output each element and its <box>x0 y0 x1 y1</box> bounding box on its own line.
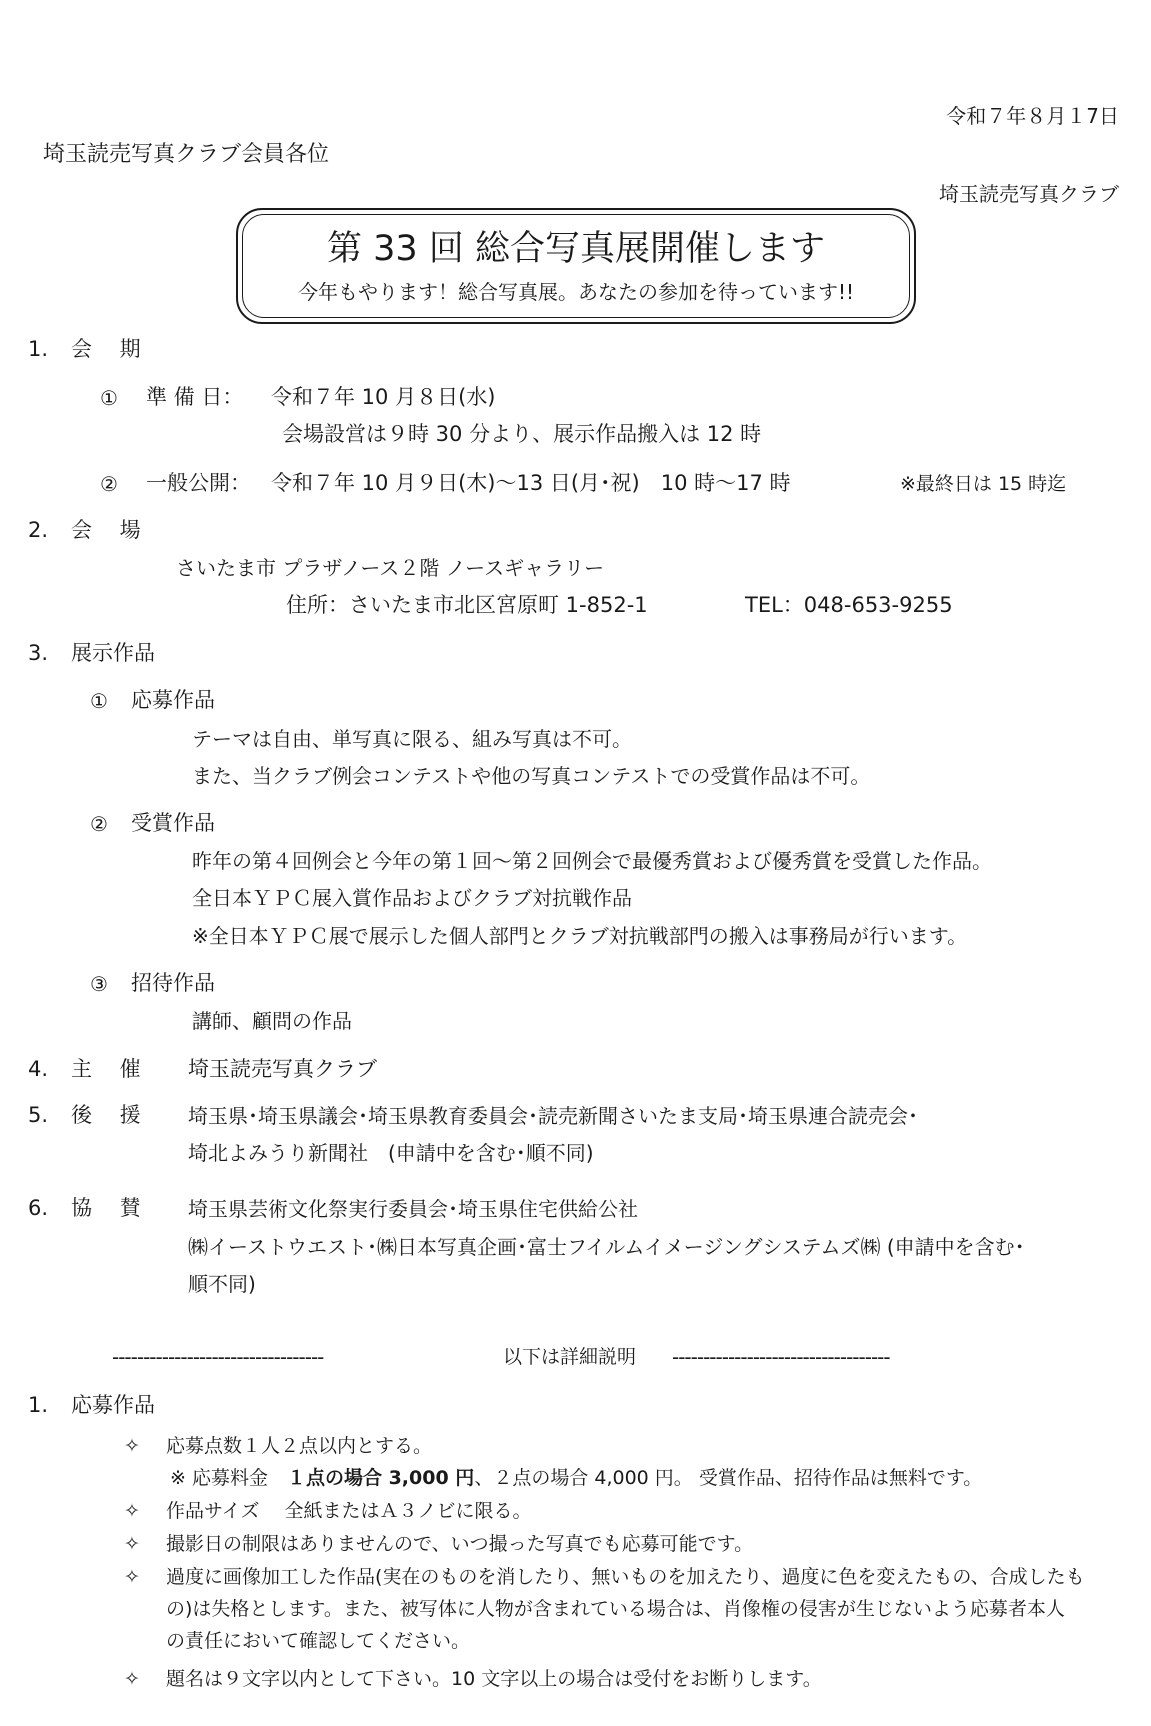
section-2-number: 2. <box>28 518 49 542</box>
sender-line: 埼玉読売写真クラブ <box>939 182 1119 206</box>
invited-works-label: 招待作品 <box>131 971 215 995</box>
document-date: 令和７年８月１7日 <box>946 104 1119 128</box>
recipient-line: 埼玉読売写真クラブ会員各位 <box>43 142 330 167</box>
details-number: 1. <box>28 1393 49 1417</box>
venue-name: さいたま市 プラザノース２階 ノースギャラリー <box>176 556 605 580</box>
details-label: 応募作品 <box>71 1393 155 1417</box>
section-5-number: 5. <box>28 1103 49 1127</box>
section-3-number: 3. <box>28 641 49 665</box>
detail-entry-limit: 応募点数１人２点以内とする。 <box>166 1435 433 1457</box>
entry-fee-rest: 、２点の場合 4,000 円。 受賞作品、招待作品は無料です。 <box>474 1467 983 1489</box>
award-works-line-3: ※全日本ＹＰＣ展で展示した個人部門とクラブ対抗戦部門の搬入は事務局が行います。 <box>192 924 968 948</box>
prep-day-detail: 会場設営は９時 30 分より、展示作品搬入は 12 時 <box>282 422 762 446</box>
bullet-icon: ✧ <box>124 1533 140 1555</box>
public-label: 一般公開： <box>146 471 251 495</box>
support-line-1: 埼玉県･埼玉県議会･埼玉県教育委員会･読売新聞さいたま支局･埼玉県連合読売会･ <box>188 1104 918 1128</box>
award-works-line-1: 昨年の第４回例会と今年の第１回～第２回例会で最優秀賞および優秀賞を受賞した作品。 <box>192 849 992 873</box>
prep-day-date: 令和７年 10 月８日(水) <box>271 385 496 409</box>
section-1-label: 会 期 <box>71 337 141 361</box>
divider-text: 以下は詳細説明 <box>503 1346 637 1368</box>
bullet-icon: ✧ <box>124 1500 140 1522</box>
divider-dashes-left: ---------------------------------- <box>112 1345 324 1369</box>
entry-works-line-2: また、当クラブ例会コンテストや他の写真コンテストでの受賞作品は不可。 <box>192 764 871 788</box>
award-works-label: 受賞作品 <box>131 811 215 835</box>
bullet-icon: ✧ <box>124 1435 140 1457</box>
prep-day-label: 準 備 日： <box>146 385 244 409</box>
venue-address: 住所：さいたま市北区宮原町 1-852-1 <box>286 593 648 617</box>
detail-title-length: 題名は９文字以内として下さい。10 文字以上の場合は受付をお断りします。 <box>166 1668 822 1690</box>
section-3-label: 展示作品 <box>71 641 155 665</box>
section-4-number: 4. <box>28 1057 49 1081</box>
detail-work-size: 作品サイズ 全紙またはＡ３ノビに限る。 <box>166 1500 532 1522</box>
section-5-label: 後 援 <box>71 1103 141 1127</box>
bullet-icon: ✧ <box>124 1668 140 1690</box>
public-date: 令和７年 10 月９日(木)～13 日(月･祝) 10 時～17 時 <box>271 471 791 495</box>
section-4-label: 主 催 <box>71 1057 141 1081</box>
bullet-icon: ✧ <box>124 1566 140 1588</box>
organizer-text: 埼玉読売写真クラブ <box>188 1057 377 1081</box>
sponsor-line-1: 埼玉県芸術文化祭実行委員会･埼玉県住宅供給公社 <box>188 1197 638 1221</box>
section-6-number: 6. <box>28 1196 49 1220</box>
detail-processing-line-1: 過度に画像加工した作品(実在のものを消したり、無いものを加えたり、過度に色を変えたもの、合成したも <box>166 1566 1085 1588</box>
entry-fee-note <box>170 1467 982 1490</box>
award-works-line-2: 全日本ＹＰＣ展入賞作品およびクラブ対抗戦作品 <box>192 886 632 910</box>
entry-fee-prefix: ※ 応募料金 <box>170 1467 287 1489</box>
invited-works-line-1: 講師、顧問の作品 <box>192 1009 352 1033</box>
detail-shooting-date: 撮影日の制限はありませんので、いつ撮った写真でも応募可能です。 <box>166 1533 754 1555</box>
page-subtitle: 今年もやります！総合写真展。あなたの参加を待っています!! <box>297 280 855 304</box>
entry-fee-single: １点の場合 3,000 円 <box>286 1467 475 1489</box>
section-1-number: 1. <box>28 337 49 361</box>
section-2-label: 会 場 <box>71 518 141 542</box>
public-note: ※最終日は 15 時迄 <box>900 473 1067 495</box>
section-6-label: 協 賛 <box>71 1196 141 1220</box>
page-title: 第 33 回 総合写真展開催します <box>327 229 825 269</box>
support-line-2: 埼北よみうり新聞社 (申請中を含む･順不同) <box>188 1141 594 1165</box>
invited-works-marker: ③ <box>90 972 108 996</box>
sponsor-line-2: ㈱イーストウエスト･㈱日本写真企画･富士フイルムイメージングシステムズ㈱ (申請中を含む･ <box>188 1235 1025 1259</box>
entry-works-line-1: テーマは自由、単写真に限る、組み写真は不可。 <box>192 727 632 751</box>
award-works-marker: ② <box>90 812 108 836</box>
public-marker: ② <box>100 472 118 496</box>
title-box <box>236 208 916 324</box>
detail-processing-line-3: の責任において確認してください。 <box>166 1630 471 1652</box>
sponsor-line-3: 順不同) <box>188 1272 256 1296</box>
detail-processing-line-2: の)は失格とします。また、被写体に人物が含まれている場合は、肖像権の侵害が生じないよう応募者本人 <box>166 1598 1065 1620</box>
divider-dashes-right: ----------------------------------- <box>672 1345 890 1369</box>
entry-works-marker: ① <box>90 689 108 713</box>
entry-works-label: 応募作品 <box>131 688 215 712</box>
prep-day-marker: ① <box>100 386 118 410</box>
venue-tel: TEL：048-653-9255 <box>745 593 953 617</box>
